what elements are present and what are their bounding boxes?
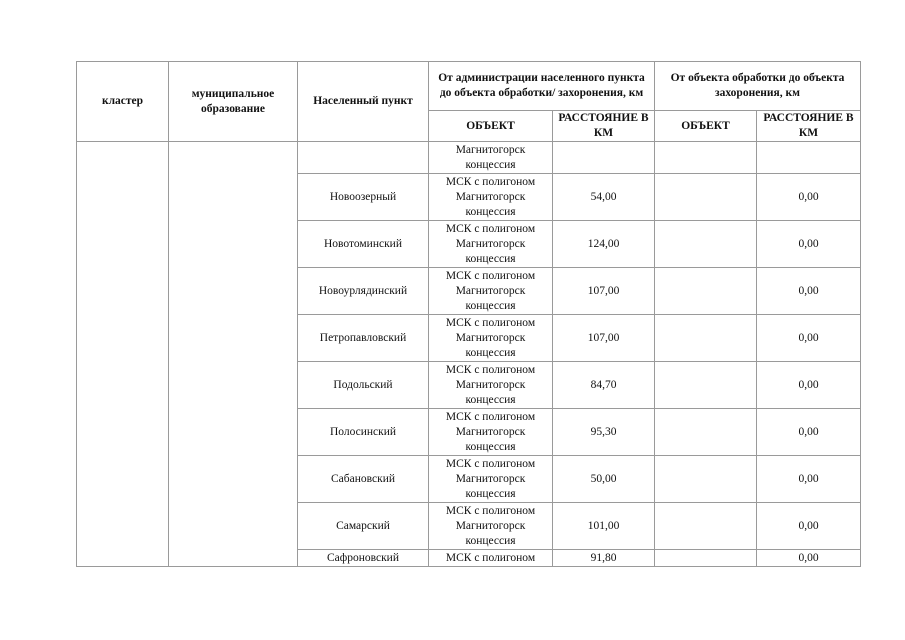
- distance2-cell: [757, 142, 861, 174]
- distance-cell: 54,00: [553, 174, 655, 221]
- object-cell: МСК с полигоном Магнитогорск концессия: [429, 268, 553, 315]
- distance-cell: 101,00: [553, 503, 655, 550]
- object2-cell: [655, 409, 757, 456]
- object2-cell: [655, 174, 757, 221]
- distance-cell: 107,00: [553, 315, 655, 362]
- header-cluster: кластер: [77, 62, 169, 142]
- object-cell: Магнитогорск концессия: [429, 142, 553, 174]
- distance2-cell: 0,00: [757, 315, 861, 362]
- settlement-cell: Петропавловский: [298, 315, 429, 362]
- distance2-cell: 0,00: [757, 456, 861, 503]
- distance-cell: 91,80: [553, 550, 655, 567]
- distance-table: [76, 61, 861, 567]
- object-cell: МСК с полигоном Магнитогорск концессия: [429, 456, 553, 503]
- distance-cell: 107,00: [553, 268, 655, 315]
- header-municipality: муниципальное образование: [169, 62, 298, 142]
- object2-cell: [655, 268, 757, 315]
- distance2-cell: 0,00: [757, 268, 861, 315]
- header-settlement: Населенный пункт: [298, 62, 429, 142]
- settlement-cell: Сабановский: [298, 456, 429, 503]
- settlement-cell: Полосинский: [298, 409, 429, 456]
- object2-cell: [655, 142, 757, 174]
- object2-cell: [655, 503, 757, 550]
- settlement-cell: Новоозерный: [298, 174, 429, 221]
- distance-cell: 84,70: [553, 362, 655, 409]
- municipality-cell: [169, 142, 298, 567]
- header-object-1: ОБЪЕКТ: [429, 111, 553, 142]
- settlement-cell: [298, 142, 429, 174]
- distance2-cell: 0,00: [757, 503, 861, 550]
- cluster-cell: [77, 142, 169, 567]
- header-distance-1: РАССТОЯНИЕ В КМ: [553, 111, 655, 142]
- object-cell: МСК с полигоном Магнитогорск концессия: [429, 315, 553, 362]
- distance2-cell: 0,00: [757, 409, 861, 456]
- object2-cell: [655, 221, 757, 268]
- distance2-cell: 0,00: [757, 174, 861, 221]
- object2-cell: [655, 550, 757, 567]
- distance-cell: 124,00: [553, 221, 655, 268]
- object-cell: МСК с полигоном Магнитогорск концессия: [429, 362, 553, 409]
- distance-cell: 95,30: [553, 409, 655, 456]
- object-cell: МСК с полигоном Магнитогорск концессия: [429, 409, 553, 456]
- object-cell: МСК с полигоном Магнитогорск концессия: [429, 221, 553, 268]
- object2-cell: [655, 315, 757, 362]
- settlement-cell: Сафроновский: [298, 550, 429, 567]
- settlement-cell: Самарский: [298, 503, 429, 550]
- header-group-admin-to-facility: От администрации населенного пункта до объекта обработки/ захоронения, км: [429, 62, 655, 111]
- object-cell: МСК с полигоном Магнитогорск концессия: [429, 174, 553, 221]
- distance2-cell: 0,00: [757, 550, 861, 567]
- header-row-1: [77, 62, 861, 111]
- header-object-2: ОБЪЕКТ: [655, 111, 757, 142]
- header-distance-2: РАССТОЯНИЕ В КМ: [757, 111, 861, 142]
- table-row: [77, 142, 861, 174]
- distance-cell: [553, 142, 655, 174]
- settlement-cell: Новотоминский: [298, 221, 429, 268]
- distance-cell: 50,00: [553, 456, 655, 503]
- settlement-cell: Подольский: [298, 362, 429, 409]
- object-cell: МСК с полигоном Магнитогорск концессия: [429, 503, 553, 550]
- object2-cell: [655, 456, 757, 503]
- distance2-cell: 0,00: [757, 362, 861, 409]
- object2-cell: [655, 362, 757, 409]
- object-cell: МСК с полигоном: [429, 550, 553, 567]
- distance2-cell: 0,00: [757, 221, 861, 268]
- settlement-cell: Новоурлядинский: [298, 268, 429, 315]
- header-group-facility-to-landfill: От объекта обработки до объекта захоронения, км: [655, 62, 861, 111]
